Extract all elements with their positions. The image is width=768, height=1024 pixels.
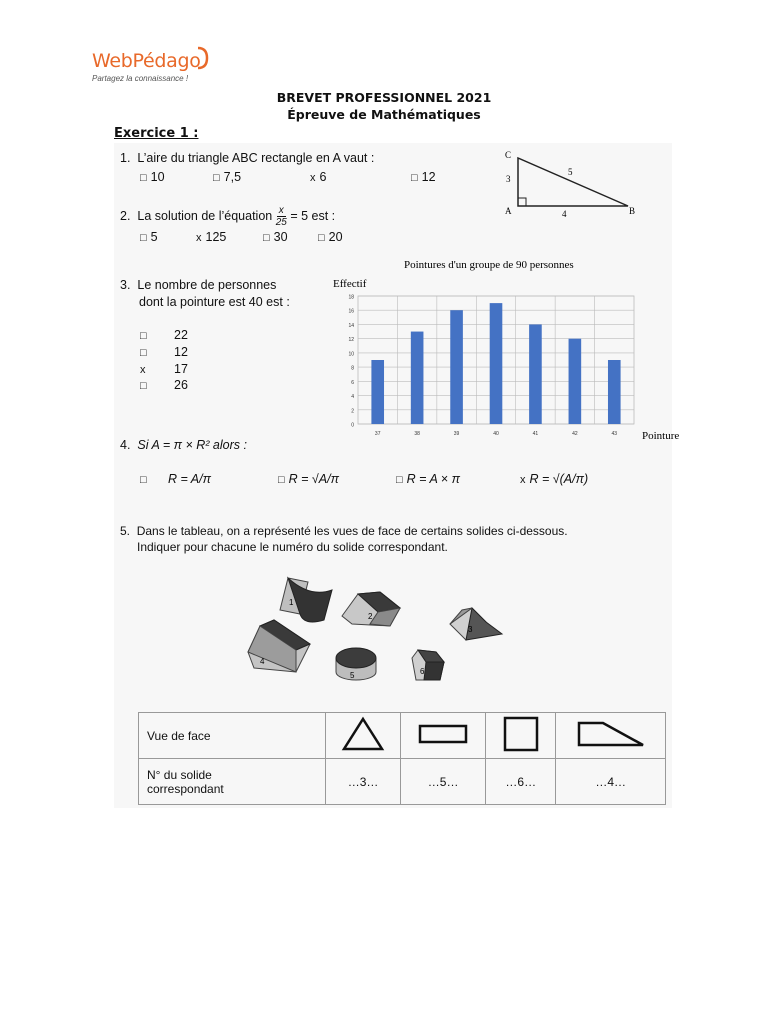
q4-option-4[interactable]	[520, 472, 588, 486]
solid-2	[342, 592, 400, 626]
side-bc-label: 5	[568, 167, 573, 177]
chart-ylabel: Effectif	[333, 278, 367, 290]
logo-bracket-icon	[195, 46, 209, 74]
checkbox[interactable]: □	[213, 172, 220, 184]
checkbox[interactable]: □	[396, 474, 403, 486]
chart-ytick-label: 0	[351, 422, 354, 429]
row2-header	[139, 759, 326, 805]
solid-3	[450, 608, 502, 640]
view-trapezoid-cell	[556, 713, 666, 759]
row1-header: Vue de face	[139, 713, 326, 759]
q1-number: 1.	[120, 151, 131, 165]
q1-question	[120, 151, 374, 165]
checkbox[interactable]: □	[140, 330, 147, 342]
q4-option-3[interactable]	[396, 472, 460, 486]
chart-title: Pointures d'un groupe de 90 personnes	[404, 259, 574, 271]
chart-ytick-label: 2	[351, 408, 354, 415]
triangle-shape-icon	[341, 716, 385, 752]
front-views-table	[138, 712, 666, 805]
q1-option-3[interactable]	[310, 170, 326, 184]
logo-tagline: Partagez la connaissance !	[92, 74, 189, 83]
answer-cell-1[interactable]: …3…	[326, 759, 401, 805]
option-label: 17	[174, 362, 188, 376]
option-label: R = A × π	[406, 472, 460, 486]
option-label: 26	[174, 378, 188, 392]
option-label: 12	[174, 345, 188, 359]
q5-question	[120, 524, 568, 538]
q4-question	[120, 438, 247, 452]
chart-ytick-label: 6	[351, 379, 354, 386]
row2-header-line2: correspondant	[147, 781, 224, 796]
answer-cell-4[interactable]: …4…	[556, 759, 666, 805]
q3-option-4[interactable]	[140, 378, 188, 392]
fraction-denominator: 25	[275, 217, 287, 228]
checkbox-checked[interactable]: x	[196, 232, 202, 244]
q3-question	[120, 278, 276, 292]
chart-xtick-label: 39	[453, 431, 460, 437]
view-square-cell	[486, 713, 556, 759]
trapezoid-shape-icon	[575, 719, 647, 749]
q5-line1: Dans le tableau, on a représenté les vues de face de certains solides ci-dessous.	[136, 524, 568, 538]
solid-5-label: 5	[350, 671, 355, 680]
q3-option-3[interactable]	[140, 362, 188, 376]
square-shape-icon	[501, 715, 541, 753]
q4-option-1[interactable]	[140, 472, 211, 486]
checkbox[interactable]: □	[140, 380, 147, 392]
solid-6	[412, 650, 444, 680]
q2-option-3[interactable]	[263, 230, 288, 244]
q3-option-1[interactable]	[140, 328, 188, 342]
q1-option-1[interactable]	[140, 170, 165, 184]
q2-question	[120, 205, 335, 228]
view-triangle-cell	[326, 713, 401, 759]
chart-xtick-label: 42	[572, 431, 578, 437]
option-label: 20	[328, 230, 343, 244]
logo-name: WebPédago	[92, 50, 201, 72]
chart-ytick-label: 4	[351, 394, 354, 401]
checkbox[interactable]: □	[140, 172, 147, 184]
q2-text-before: La solution de l’équation	[137, 208, 273, 223]
option-label: R = √A/π	[288, 472, 339, 486]
option-label: 5	[150, 230, 158, 244]
table-row	[139, 759, 666, 805]
option-label: 6	[319, 170, 327, 184]
chart-bar-41	[529, 324, 542, 424]
checkbox-checked[interactable]: x	[520, 474, 526, 486]
checkbox[interactable]: □	[278, 474, 285, 486]
row2-header-line1: N° du solide	[147, 767, 212, 782]
checkbox[interactable]: □	[140, 347, 147, 359]
solid-1-label: 1	[289, 598, 294, 607]
option-label: 10	[150, 170, 165, 184]
checkbox[interactable]: □	[411, 172, 418, 184]
chart-bar-37	[371, 360, 384, 424]
checkbox[interactable]: □	[263, 232, 270, 244]
q3-line2: dont la pointure est 40 est :	[139, 295, 290, 309]
chart-xtick-label: 40	[493, 431, 499, 437]
exercise-heading: Exercice 1 :	[114, 126, 199, 141]
vertex-c-label: C	[505, 150, 512, 160]
vertex-a-label: A	[505, 206, 512, 216]
chart-xtick-label: 37	[374, 431, 381, 437]
option-label: 125	[205, 230, 227, 244]
q1-text: L’aire du triangle ABC rectangle en A vaut :	[137, 151, 375, 165]
chart-bar-39	[450, 310, 463, 424]
checkbox[interactable]: □	[140, 474, 147, 486]
chart-bar-43	[608, 360, 621, 424]
option-label: 12	[421, 170, 436, 184]
solid-5	[336, 648, 376, 680]
chart-xtick-label: 41	[532, 431, 539, 437]
q3-line1: Le nombre de personnes	[137, 278, 277, 292]
q1-option-4[interactable]	[411, 170, 436, 184]
q4-option-2[interactable]	[278, 472, 339, 486]
q2-text-after: = 5 est :	[290, 208, 336, 223]
view-rectangle-cell	[401, 713, 486, 759]
chart-ytick-label: 12	[348, 337, 354, 344]
chart-ytick-label: 8	[351, 365, 354, 372]
solid-1	[280, 578, 332, 622]
side-ac-label: 3	[506, 174, 511, 184]
side-ab-label: 4	[562, 209, 567, 219]
checkbox[interactable]: □	[318, 232, 325, 244]
q5-number: 5.	[120, 524, 131, 538]
solid-4	[248, 620, 310, 672]
option-label: 7,5	[223, 170, 242, 184]
option-label: 22	[174, 328, 188, 342]
q2-option-1[interactable]	[140, 230, 158, 244]
chart-xlabel: Pointure	[642, 430, 680, 442]
q5-line2: Indiquer pour chacune le numéro du solide correspondant.	[137, 540, 448, 554]
q3-option-2[interactable]	[140, 345, 188, 359]
q2-fraction	[276, 205, 287, 228]
table-row	[139, 713, 666, 759]
exam-title: BREVET PROFESSIONNEL 2021	[276, 90, 492, 105]
q3-number: 3.	[120, 278, 131, 292]
exam-subtitle: Épreuve de Mathématiques	[287, 107, 481, 122]
chart-ytick-label: 16	[348, 308, 354, 315]
chart-xtick-label: 43	[611, 431, 618, 437]
chart-bar-38	[411, 332, 424, 424]
q2-number: 2.	[120, 208, 131, 223]
solids-illustration	[240, 568, 510, 686]
checkbox-checked[interactable]: x	[140, 364, 146, 376]
option-label: R = A/π	[168, 472, 211, 486]
q4-number: 4.	[120, 438, 131, 452]
q4-text: Si A = π × R² alors :	[137, 438, 247, 452]
answer-cell-3[interactable]: …6…	[486, 759, 556, 805]
chart-xtick-label: 38	[414, 431, 420, 437]
checkbox[interactable]: □	[140, 232, 147, 244]
chart-bar-42	[569, 339, 582, 424]
chart-ytick-label: 18	[348, 294, 354, 301]
answer-cell-2[interactable]: …5…	[401, 759, 486, 805]
fraction-numerator: x	[278, 205, 284, 216]
triangle-abc-figure	[500, 148, 650, 220]
q2-option-2[interactable]	[196, 230, 226, 244]
rectangle-shape-icon	[417, 720, 469, 748]
logo	[92, 50, 201, 72]
bar-chart	[330, 252, 700, 444]
option-label: R = √(A/π)	[529, 472, 589, 486]
vertex-b-label: B	[629, 206, 636, 216]
q2-option-4[interactable]	[318, 230, 343, 244]
option-label: 30	[273, 230, 288, 244]
chart-ytick-label: 14	[348, 322, 354, 329]
solid-2-label: 2	[368, 612, 373, 621]
solid-4-label: 4	[260, 657, 265, 666]
q1-option-2[interactable]	[213, 170, 241, 184]
chart-bar-40	[490, 303, 503, 424]
chart-ytick-label: 10	[348, 351, 354, 358]
solid-6-label: 6	[420, 667, 425, 676]
solid-3-label: 3	[468, 625, 473, 634]
checkbox-checked[interactable]: x	[310, 172, 316, 184]
